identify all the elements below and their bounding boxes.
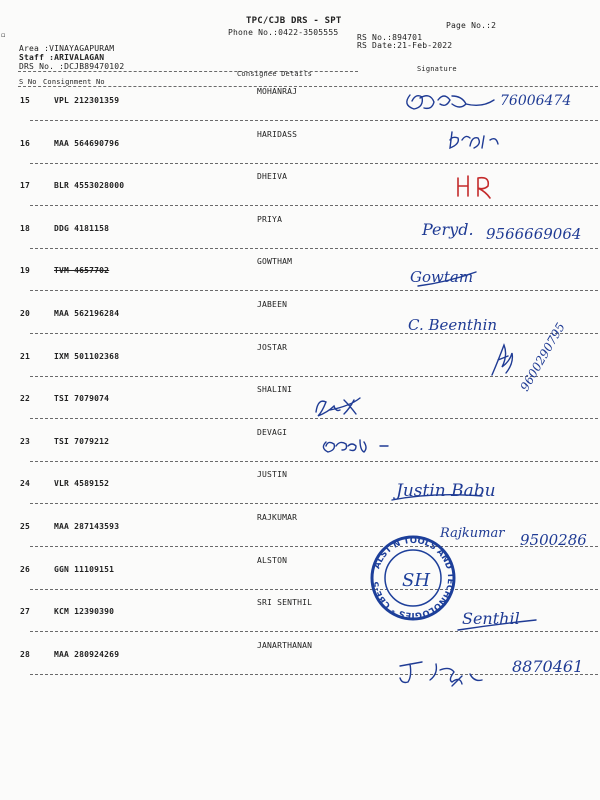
signature-mark (316, 398, 360, 416)
row-sno: 18 (20, 223, 31, 233)
row-sno: 27 (20, 607, 31, 617)
stamp-center: SH (402, 570, 431, 591)
page-number: Page No.:2 (446, 21, 497, 30)
signature-mark (400, 662, 482, 686)
row-consignment-no: IXM 501102368 (54, 351, 120, 361)
row-consignment-no: GGN 11109151 (54, 564, 115, 574)
company-stamp (371, 536, 455, 620)
signature-mark (450, 132, 498, 148)
row-sno: 24 (20, 479, 31, 489)
edge-mark: ⸋ (1, 33, 6, 43)
row-sno: 15 (20, 96, 31, 105)
row-consignment-no: BLR 4553028000 (54, 181, 125, 191)
row-sno: 19 (20, 266, 31, 276)
rs-number: RS No.:894701 (357, 33, 423, 42)
row-consignee: PRIYA (257, 214, 283, 224)
row-consignee: HARIDASS (257, 129, 298, 139)
signature-text: 8870461 (512, 657, 584, 676)
row-consignee: ALSTON (257, 555, 288, 565)
row-sno: 26 (20, 564, 31, 574)
row-consignee: GOWTHAM (257, 257, 293, 267)
drs-number: DRS No. :DCJB89470102 (19, 62, 125, 71)
row-consignee: DHEIVA (257, 172, 288, 182)
row-consignment-no: KCM 12390390 (54, 607, 115, 617)
signature-mark (492, 345, 512, 375)
signature-text: 9566669064 (486, 225, 582, 243)
col-signature: Signature (417, 65, 457, 73)
row-consignment-no: VPL 212301359 (54, 96, 120, 105)
row-sno: 23 (20, 436, 31, 446)
signature-text: Senthil (462, 609, 520, 628)
row-consignee: SRI SENTHIL (257, 598, 313, 608)
row-sno: 20 (20, 309, 31, 318)
col-consignee: Consignee Details (237, 70, 313, 78)
row-consignment-no: MAA 564690796 (54, 138, 120, 148)
row-sno: 25 (20, 522, 31, 531)
row-consignment-no: MAA 287143593 (54, 522, 120, 531)
row-consignment-no: TVM 4657702 (54, 266, 110, 276)
row-consignee: SHALINI (257, 385, 293, 395)
col-consignment: Consignment No (43, 78, 105, 86)
row-consignment-no: TSI 7079074 (54, 394, 110, 404)
signature-text: 9600290795 (517, 320, 568, 394)
col-sno: S No (19, 78, 37, 86)
signature-text: 76006474 (500, 93, 572, 109)
row-sno: 22 (20, 394, 31, 404)
row-consignment-no: DDG 4181158 (54, 223, 110, 233)
signature-text: 9500286 (520, 531, 587, 549)
stamp-text: ALST N TOOLS AND TECHNOLOGIES * CBE-5 (371, 535, 456, 621)
area-label: Area :VINAYAGAPURAM (19, 44, 115, 53)
signature-mark (323, 440, 388, 452)
row-consignee: MOHANRAJ (257, 87, 298, 96)
row-consignee: JUSTIN (257, 470, 288, 480)
row-sno: 21 (20, 351, 31, 361)
row-sno: 17 (20, 181, 31, 191)
row-consignee: RAJKUMAR (257, 513, 298, 522)
row-consignment-no: MAA 562196284 (54, 309, 120, 318)
row-consignee: JABEEN (257, 300, 288, 309)
rs-date: RS Date:21-Feb-2022 (357, 41, 453, 50)
document-title: TPC/CJB DRS - SPT (246, 16, 342, 26)
row-consignment-no: MAA 280924269 (54, 649, 120, 659)
signature-text: Rajkumar (440, 526, 505, 541)
signature-text: C. Beenthin (408, 316, 498, 334)
row-consignment-no: TSI 7079212 (54, 436, 110, 446)
row-consignee: DEVAGI (257, 427, 288, 437)
row-sno: 28 (20, 649, 31, 659)
staff-label: Staff :ARIVALAGAN (19, 53, 105, 62)
row-consignee: JOSTAR (257, 342, 288, 352)
signature-mark (407, 95, 494, 109)
row-sno: 16 (20, 138, 31, 148)
signature-text: Justin Babu (396, 481, 496, 501)
signature-red-mark (458, 176, 490, 198)
phone-number: Phone No.:0422-3505555 (228, 28, 339, 37)
signature-text: Gowtam (410, 268, 474, 286)
row-consignment-no: VLR 4589152 (54, 479, 110, 489)
row-consignee: JANARTHANAN (257, 640, 313, 650)
signature-text: Peryd. (422, 220, 474, 239)
